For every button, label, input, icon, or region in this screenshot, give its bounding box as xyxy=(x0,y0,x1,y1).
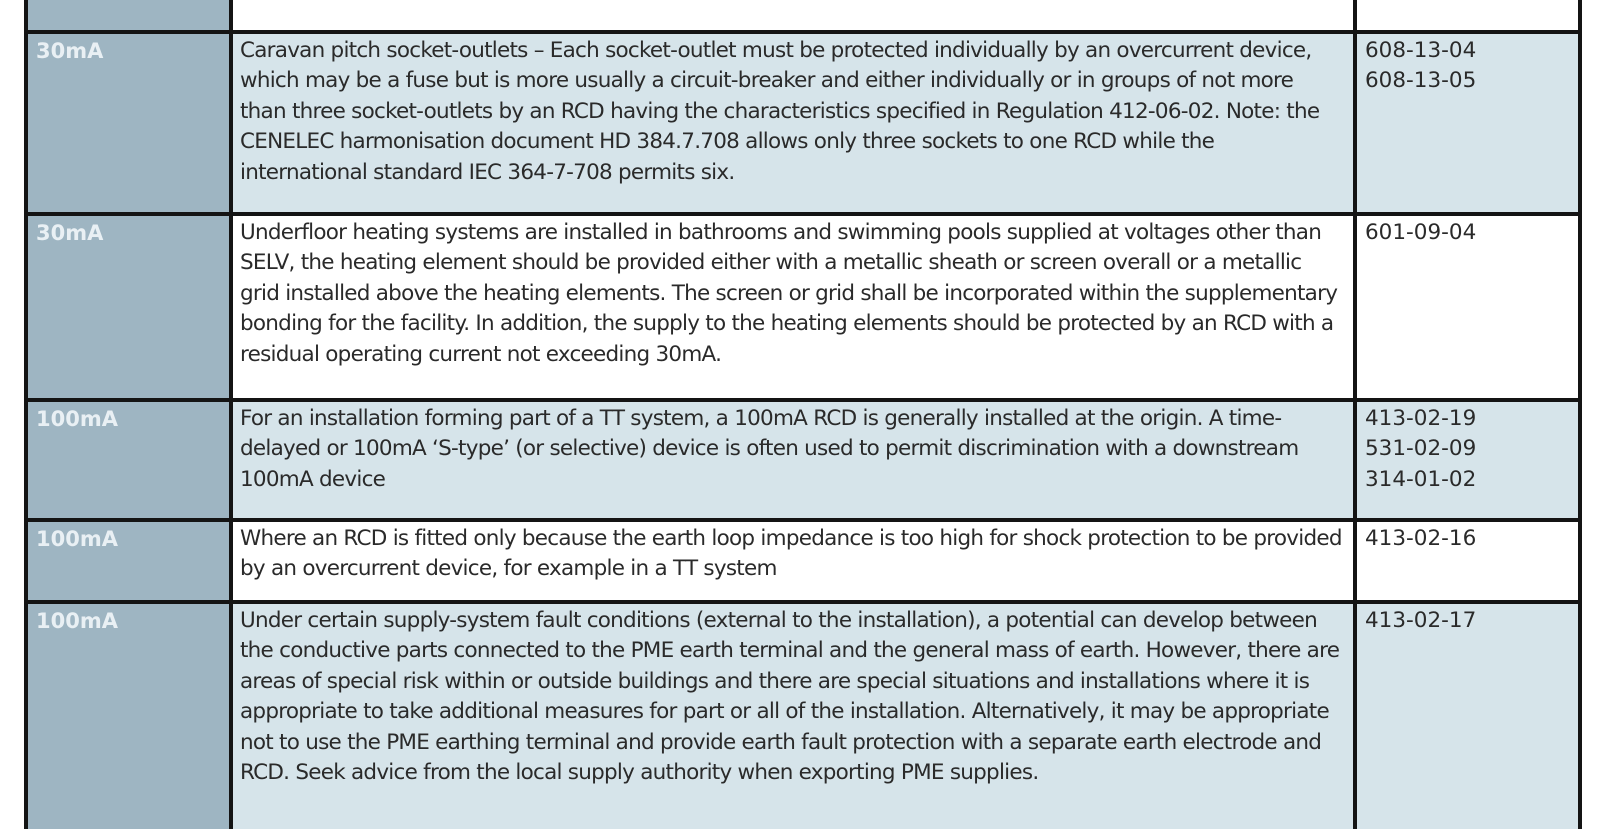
table-row xyxy=(26,32,1580,214)
regulation-number: 413-02-17 xyxy=(1365,608,1477,633)
description-cell: Caravan pitch socket-outlets – Each socket-outlet must be protected individually by an overcurrent device, which may be a fuse but is more usually a circuit-breaker and either individually or in groups of not more than three socket-outlets by an RCD having the characteristics specified in Regulation 412-06-02. Note: the CENELEC harmonisation document HD 384.7.708 allows only three sockets to one RCD while the international standard IEC 364-7-708 permits six. xyxy=(231,32,1355,214)
rating-cell xyxy=(26,0,231,32)
description-cell: For an installation forming part of a TT system, a 100mA RCD is generally installed at the origin. A time-delayed or 100mA ‘S-type’ (or selective) device is often used to permit discrimination with a downstream 100mA device xyxy=(231,400,1355,520)
rating-cell: 100mA xyxy=(26,400,231,520)
regulation-cell xyxy=(1355,32,1580,214)
regulation-number: 608-13-05 xyxy=(1365,68,1477,94)
regulation-cell xyxy=(1355,214,1580,400)
regulation-number: 608-13-04 xyxy=(1365,38,1477,63)
regulation-cell xyxy=(1355,400,1580,520)
description-cell: Under certain supply-system fault conditions (external to the installation), a potential can develop between the conductive parts connected to the PME earth terminal and the general mass of earth. However, there are areas of special risk within or outside buildings and there are special situations and installations where it is appropriate to take additional measures for part or all of the installation. Alternatively, it may be appropriate not to use the PME earthing terminal and provide earth fault protection with a separate earth electrode and RCD. Seek advice from the local supply authority when exporting PME supplies. xyxy=(231,602,1355,829)
regulation-cell xyxy=(1355,602,1580,829)
regulation-cell xyxy=(1355,0,1580,32)
table-row xyxy=(26,214,1580,400)
description-cell: Where an RCD is fitted only because the earth loop impedance is too high for shock protection to be provided by an overcurrent device, for example in a TT system xyxy=(231,520,1355,602)
table-row xyxy=(26,602,1580,829)
regulation-cell xyxy=(1355,520,1580,602)
description-cell: Underfloor heating systems are installed in bathrooms and swimming pools supplied at voltages other than SELV, the heating element should be provided either with a metallic sheath or screen overall or a metallic grid installed above the heating elements. The screen or grid shall be incorporated within the supplementary bonding for the facility. In addition, the supply to the heating elements should be protected by an RCD with a residual operating current not exceeding 30mA. xyxy=(231,214,1355,400)
description-cell xyxy=(231,0,1355,32)
regulation-number: 314-01-02 xyxy=(1365,466,1477,492)
table-row xyxy=(26,400,1580,520)
rcd-requirements-table xyxy=(24,0,1582,829)
rating-cell: 30mA xyxy=(26,214,231,400)
regulation-number: 601-09-04 xyxy=(1365,220,1477,245)
table-row xyxy=(26,520,1580,602)
rating-cell: 100mA xyxy=(26,602,231,829)
regulation-number: 413-02-16 xyxy=(1365,526,1477,551)
rating-cell: 100mA xyxy=(26,520,231,602)
table-row xyxy=(26,0,1580,32)
regulation-number: 531-02-09 xyxy=(1365,436,1477,462)
rating-cell: 30mA xyxy=(26,32,231,214)
regulation-number: 413-02-19 xyxy=(1365,406,1477,431)
